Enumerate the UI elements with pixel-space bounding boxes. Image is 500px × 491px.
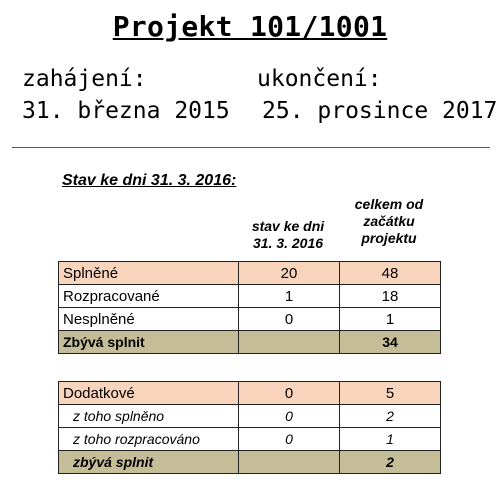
value-current [239, 451, 340, 474]
value-total: 1 [340, 308, 441, 331]
row-label: Rozpracované [59, 285, 239, 308]
row-label: Zbývá splnit [59, 331, 239, 354]
value-total: 5 [340, 382, 441, 405]
value-current: 0 [239, 428, 340, 451]
end-date-label: ukončení: [257, 66, 382, 92]
column-header-line: stav ke dni [251, 218, 325, 234]
row-label: z toho rozpracováno [59, 428, 239, 451]
value-total: 1 [340, 428, 441, 451]
column-header-line: 31. 3. 2016 [252, 235, 324, 251]
table-row [59, 262, 441, 285]
table-row-remaining [59, 331, 441, 354]
divider [12, 147, 490, 148]
value-current: 20 [239, 262, 340, 285]
column-header-line: začátku [363, 213, 415, 229]
value-current: 0 [239, 382, 340, 405]
table-row [59, 382, 441, 405]
row-label: Splněné [59, 262, 239, 285]
row-label: Dodatkové [59, 382, 239, 405]
column-header-line: projektu [361, 230, 417, 246]
table-row [59, 405, 441, 428]
row-label: z toho splněno [59, 405, 239, 428]
column-header-line: celkem od [354, 196, 424, 212]
page-title: Projekt 101/1001 [112, 10, 388, 43]
additional-tasks-table [58, 381, 441, 474]
table-row [59, 308, 441, 331]
row-label: Nesplněné [59, 308, 239, 331]
start-date-value: 31. března 2015 [22, 98, 230, 124]
table-row [59, 428, 441, 451]
column-header-current [238, 218, 338, 252]
value-total: 48 [340, 262, 441, 285]
value-total: 2 [340, 451, 441, 474]
table-row-remaining [59, 451, 441, 474]
main-status-table [58, 261, 441, 354]
value-total: 18 [340, 285, 441, 308]
table-row [59, 285, 441, 308]
section-heading: Stav ke dni 31. 3. 2016: [62, 172, 237, 189]
end-date-value: 25. prosince 2017 [262, 98, 498, 124]
value-current: 0 [239, 308, 340, 331]
value-total: 2 [340, 405, 441, 428]
value-current [239, 331, 340, 354]
value-total: 34 [340, 331, 441, 354]
row-label: zbývá splnit [59, 451, 239, 474]
column-header-total [339, 196, 439, 247]
start-date-label: zahájení: [22, 66, 147, 92]
value-current: 1 [239, 285, 340, 308]
value-current: 0 [239, 405, 340, 428]
